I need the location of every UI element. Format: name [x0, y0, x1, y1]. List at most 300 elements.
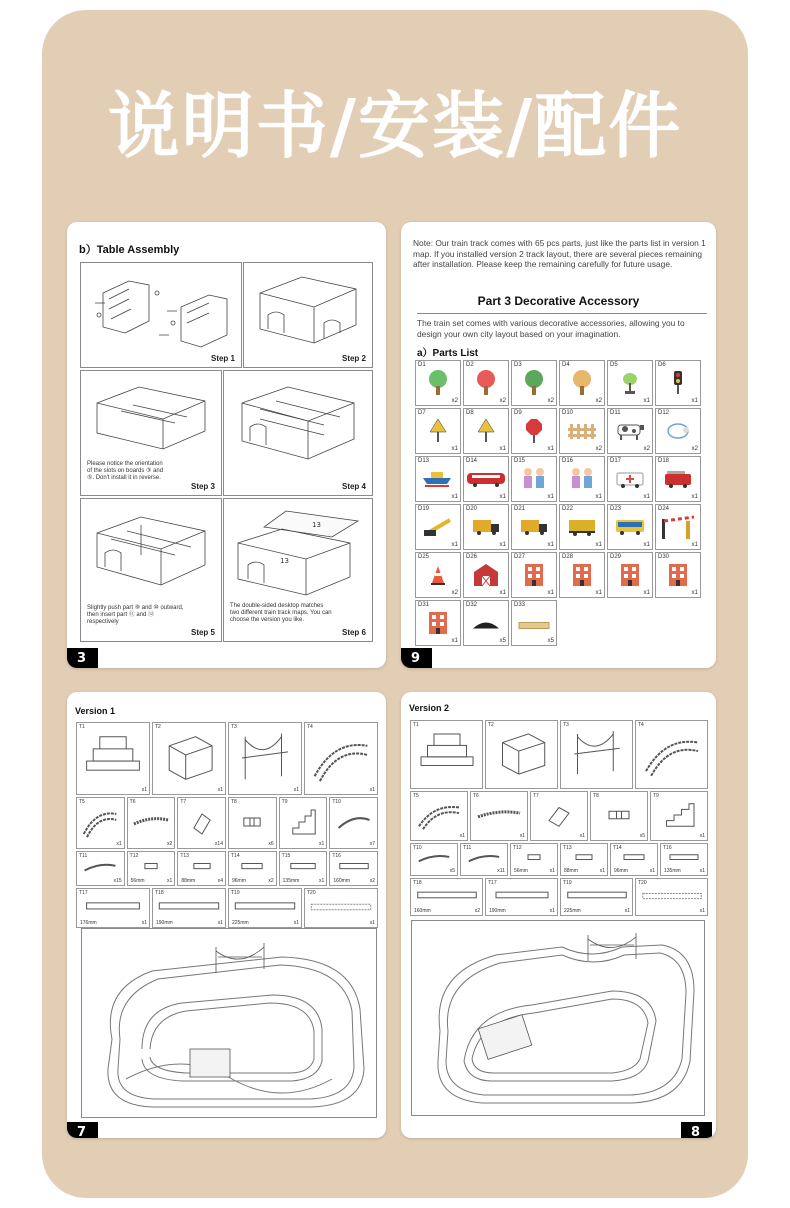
track-piece-cell	[152, 888, 226, 928]
track-piece-quantity: x7	[369, 840, 375, 847]
track-piece-length: 160mm	[333, 878, 351, 885]
track-piece-quantity: x1	[549, 907, 555, 914]
track-piece-code: T5	[79, 798, 85, 805]
part-quantity: x1	[595, 590, 602, 596]
track-piece-code: T6	[473, 793, 479, 800]
part-quantity: x1	[643, 398, 650, 404]
track-piece-cell	[329, 797, 378, 849]
part-quantity: x1	[499, 494, 506, 500]
part-code: D31	[418, 602, 430, 608]
step-3-label: Step 3	[190, 482, 215, 491]
track-piece-cell	[177, 851, 226, 886]
part-quantity: x1	[451, 542, 458, 548]
part-cell	[415, 504, 461, 550]
part-code: D3	[514, 362, 522, 368]
track-piece-quantity: x1	[519, 832, 525, 839]
track-layout-map	[82, 929, 376, 1117]
part-quantity: x1	[547, 542, 554, 548]
crossing-gate-icon	[658, 513, 698, 545]
road-sign-icon	[477, 418, 495, 448]
track-piece-quantity: x6	[268, 840, 274, 847]
track-piece-icon	[489, 725, 554, 786]
track-piece-code: T12	[513, 844, 522, 851]
figure-icon	[521, 467, 547, 495]
track-piece-cell	[279, 851, 328, 886]
part-cell	[607, 552, 653, 598]
part-code: D23	[610, 506, 622, 512]
part-quantity: x2	[547, 398, 554, 404]
sheep-icon	[665, 421, 691, 445]
track-piece-icon	[414, 796, 464, 837]
part-cell	[559, 360, 605, 406]
part-code: D10	[562, 410, 574, 416]
track-piece-cell	[329, 851, 378, 886]
table-frame-illustration	[224, 373, 372, 483]
part-cell	[415, 360, 461, 406]
track-piece-quantity: x4	[217, 878, 223, 885]
part-cell	[415, 456, 461, 502]
part-cell	[655, 552, 701, 598]
track-piece-icon	[283, 802, 324, 846]
stop-sign-icon	[525, 418, 543, 448]
boat-icon	[421, 468, 455, 494]
track-piece-code: T4	[307, 724, 313, 730]
track-piece-quantity: x1	[293, 919, 299, 926]
track-piece-code: T3	[231, 724, 237, 730]
track-piece-length: 225mm	[232, 919, 249, 926]
step-6-label: Step 6	[341, 628, 366, 637]
track-piece-code: T19	[231, 890, 240, 897]
table-frame-illustration	[81, 263, 241, 358]
track-piece-icon	[232, 727, 298, 792]
track-pieces-grid	[410, 720, 708, 918]
track-piece-length: 56mm	[514, 868, 528, 875]
part-quantity: x2	[451, 590, 458, 596]
part-cell	[511, 504, 557, 550]
track-piece-quantity: x1	[319, 878, 325, 885]
page-number: 7	[67, 1122, 98, 1138]
track-piece-code: T17	[488, 880, 497, 887]
train-icon	[466, 470, 506, 492]
part-quantity: x1	[451, 638, 458, 644]
track-piece-length: 135mm	[282, 878, 300, 885]
track-piece-length: 88mm	[564, 868, 578, 875]
tree-icon	[571, 370, 593, 400]
part-cell	[463, 600, 509, 646]
part-code: D11	[610, 410, 621, 416]
track-piece-code: T11	[79, 852, 88, 859]
track-piece-code: T6	[129, 798, 136, 805]
part-quantity: x2	[643, 446, 650, 452]
track-piece-quantity: x1	[369, 786, 375, 793]
track-piece-quantity: x1	[579, 832, 585, 839]
track-piece-quantity: x1	[217, 786, 223, 793]
part-cell	[415, 408, 461, 454]
track-piece-code: T14	[231, 852, 240, 859]
track-piece-icon	[80, 727, 146, 792]
track-piece-icon	[232, 802, 273, 846]
track-piece-cell	[530, 791, 588, 840]
step-5-label: Step 5	[190, 628, 215, 637]
track-piece-cell	[228, 797, 277, 849]
track-piece-cell	[560, 878, 633, 916]
track-piece-code: T1	[79, 724, 85, 730]
track-piece-code: T18	[155, 890, 164, 897]
part-cell	[415, 552, 461, 598]
part-quantity: x1	[451, 446, 458, 452]
track-piece-length: 88mm	[181, 878, 196, 885]
track-piece-cell	[127, 851, 176, 886]
part-quantity: x1	[595, 542, 602, 548]
track-piece-quantity: x1	[293, 786, 299, 793]
fence-icon	[567, 422, 597, 444]
part-quantity: x1	[547, 446, 554, 452]
track-piece-length: 96mm	[614, 868, 628, 875]
track-piece-code: T18	[413, 880, 422, 887]
barn-icon	[472, 562, 500, 592]
track-piece-length: 56mm	[130, 878, 145, 885]
bus-icon	[614, 517, 646, 541]
track-piece-quantity: x1	[217, 919, 223, 926]
part-code: D6	[658, 362, 666, 368]
part-cell	[511, 552, 557, 598]
parts-grid	[415, 360, 703, 646]
part-cell	[511, 408, 557, 454]
part-quantity: x1	[643, 494, 650, 500]
part-code: D27	[514, 554, 526, 560]
part-quantity: x5	[547, 638, 554, 644]
manual-page-7	[67, 692, 386, 1138]
building-icon	[427, 610, 449, 640]
crane-icon	[422, 516, 454, 542]
part-quantity: x2	[691, 446, 698, 452]
track-piece-cell	[177, 797, 226, 849]
track-piece-quantity: x1	[369, 919, 375, 926]
banner-title: 说明书/安装/配件	[107, 84, 683, 168]
track-piece-cell	[635, 878, 708, 916]
part-quantity: x1	[595, 494, 602, 500]
part-quantity: x1	[547, 494, 554, 500]
part-quantity: x1	[499, 590, 506, 596]
step-2-label: Step 2	[341, 354, 366, 363]
track-piece-quantity: x1	[167, 878, 173, 885]
track-piece-code: T13	[563, 844, 572, 851]
track-piece-quantity: x1	[459, 832, 465, 839]
track-piece-cell	[410, 878, 483, 916]
track-piece-quantity: x1	[599, 868, 605, 875]
step-3-panel	[80, 370, 222, 496]
part-quantity: x1	[643, 542, 650, 548]
track-piece-quantity: x2	[167, 840, 173, 847]
track-piece-icon	[564, 725, 629, 786]
track-piece-icon	[474, 796, 524, 837]
track-piece-code: T16	[332, 852, 341, 859]
part-cell	[559, 504, 605, 550]
part-code: D17	[610, 458, 622, 464]
part-code: D16	[562, 458, 574, 464]
part-quantity: x1	[691, 494, 698, 500]
track-piece-length: 176mm	[80, 919, 97, 926]
tree-icon	[427, 370, 449, 400]
board-number: 13	[280, 557, 289, 565]
tree-icon	[475, 370, 497, 400]
track-piece-icon	[80, 802, 121, 846]
track-piece-code: T10	[413, 844, 422, 851]
part-code: D7	[418, 410, 426, 416]
part-code: D29	[610, 554, 622, 560]
part-cell	[607, 408, 653, 454]
part-code: D15	[514, 458, 526, 464]
track-piece-cell	[410, 843, 458, 877]
part-code: D26	[466, 554, 478, 560]
track-piece-icon	[333, 802, 374, 846]
part-cell	[463, 360, 509, 406]
track-piece-code: T4	[638, 722, 644, 728]
track-piece-code: T20	[307, 890, 316, 897]
lamp-icon	[621, 371, 639, 399]
track-piece-cell	[127, 797, 176, 849]
ramp-icon	[471, 615, 501, 634]
road-sign-icon	[429, 418, 447, 448]
track-piece-length: 190mm	[489, 907, 506, 914]
part-code: D20	[466, 506, 478, 512]
part-code: D30	[658, 554, 670, 560]
part-cell	[655, 504, 701, 550]
track-piece-length: 160mm	[414, 907, 431, 914]
track-piece-icon	[654, 796, 704, 837]
part-quantity: x1	[643, 590, 650, 596]
part-code: D13	[418, 458, 430, 464]
building-icon	[667, 562, 689, 592]
track-piece-length: 96mm	[232, 878, 246, 885]
part-cell	[511, 456, 557, 502]
building-icon	[619, 562, 641, 592]
track-piece-code: T1	[413, 722, 419, 728]
step-1-panel	[80, 262, 242, 368]
track-piece-code: T8	[593, 793, 599, 800]
track-piece-quantity: x1	[699, 907, 705, 914]
board-number: 13	[312, 521, 321, 529]
part-code: D18	[658, 458, 670, 464]
step-6-panel	[223, 498, 373, 642]
step-5-panel	[80, 498, 222, 642]
track-piece-cell	[228, 851, 277, 886]
part-cell	[655, 456, 701, 502]
track-piece-code: T2	[488, 722, 494, 728]
track-piece-code: T13	[180, 852, 189, 859]
track-piece-length: 190mm	[156, 919, 173, 926]
title-rule	[417, 313, 707, 314]
part-cell	[511, 360, 557, 406]
track-piece-quantity: x1	[649, 868, 655, 875]
step-4-label: Step 4	[341, 482, 366, 491]
manual-page-8	[401, 692, 716, 1138]
part-cell	[415, 600, 461, 646]
part-code: D1	[418, 362, 426, 368]
track-piece-code: T10	[332, 798, 341, 805]
track-piece-code: T8	[231, 798, 237, 805]
part-code: D25	[418, 554, 430, 560]
part-quantity: x2	[499, 398, 506, 404]
part-cell	[463, 504, 509, 550]
part-code: D24	[658, 506, 670, 512]
track-piece-cell	[304, 722, 378, 795]
part-cell	[607, 504, 653, 550]
track-pieces-grid	[76, 722, 378, 930]
part-cell	[607, 360, 653, 406]
track-piece-cell	[279, 797, 328, 849]
part-quantity: x1	[451, 494, 458, 500]
track-piece-icon	[594, 796, 644, 837]
building-icon	[523, 562, 545, 592]
part-cell	[655, 360, 701, 406]
part-cell	[559, 456, 605, 502]
part-code: D22	[562, 506, 574, 512]
track-piece-quantity: x14	[214, 840, 223, 847]
track-piece-code: T16	[663, 844, 672, 851]
track-piece-icon	[308, 727, 374, 792]
page-number: 8	[681, 1122, 712, 1138]
step-3-note: Please notice the orientation of the slots on boards ③ and ⑤. Don't install it in reverse.	[87, 461, 164, 481]
track-piece-cell	[650, 791, 708, 840]
page-heading: Version 1	[75, 706, 116, 716]
page-heading: b）Table Assembly	[79, 244, 180, 256]
track-piece-cell	[228, 888, 302, 928]
track-piece-quantity: x11	[497, 868, 505, 875]
step-6-note: The double-sided desktop matches two different train track maps. You can choose the version you like.	[230, 603, 332, 623]
track-piece-code: T14	[613, 844, 622, 851]
part-quantity: x1	[499, 542, 506, 548]
track-piece-icon	[181, 802, 222, 846]
track-piece-quantity: x1	[699, 868, 705, 875]
part-cell	[655, 408, 701, 454]
track-piece-icon	[131, 802, 172, 846]
track-piece-cell	[485, 878, 558, 916]
track-piece-cell	[560, 720, 633, 789]
part-code: D12	[658, 410, 670, 416]
track-layout-map	[412, 921, 704, 1115]
track-piece-cell	[76, 797, 125, 849]
table-frame-illustration	[81, 373, 221, 453]
track-piece-code: T11	[463, 844, 472, 851]
part-3-title: Part 3 Decorative Accessory	[477, 294, 640, 308]
track-piece-code: T9	[653, 793, 659, 800]
track-piece-quantity: x1	[624, 907, 630, 914]
track-piece-code: T19	[563, 880, 572, 887]
track-piece-code: T7	[533, 793, 539, 800]
part-code: D2	[466, 362, 474, 368]
track-piece-quantity: x1	[116, 840, 122, 847]
step-4-panel	[223, 370, 373, 496]
parts-list-title: a）Parts List	[417, 348, 479, 359]
track-layout-panel	[81, 928, 377, 1118]
step-5-note: Slightly push part ⑨ and ⑩ outward, then insert part ⑪ and ⑫ respectively	[87, 605, 184, 625]
part-cell	[463, 456, 509, 502]
track-piece-quantity: x1	[699, 832, 705, 839]
part-code: D4	[562, 362, 570, 368]
part-code: D28	[562, 554, 574, 560]
track-piece-code: T17	[79, 890, 88, 897]
part-code: D32	[466, 602, 478, 608]
track-piece-length: 225mm	[564, 907, 581, 914]
truck-icon	[471, 517, 501, 541]
track-piece-cell	[76, 722, 150, 795]
part-quantity: x2	[595, 398, 602, 404]
desktop-board-illustration	[224, 503, 372, 603]
track-piece-cell	[410, 791, 468, 840]
track-piece-quantity: x2	[474, 907, 480, 914]
track-piece-cell	[152, 722, 226, 795]
track-piece-icon	[639, 725, 704, 786]
tree-icon	[523, 370, 545, 400]
track-piece-length: 135mm	[664, 868, 681, 875]
track-piece-quantity: x1	[141, 786, 147, 793]
part-code: D8	[466, 410, 474, 416]
step-2-panel	[243, 262, 373, 368]
track-piece-icon	[156, 727, 222, 792]
track-piece-code: T3	[563, 722, 569, 728]
part-quantity: x1	[547, 590, 554, 596]
building-icon	[571, 562, 593, 592]
part-code: D33	[514, 602, 526, 608]
part-cell	[463, 408, 509, 454]
part-cell	[559, 552, 605, 598]
track-piece-cell	[76, 851, 125, 886]
track-layout-panel	[411, 920, 705, 1116]
track-piece-cell	[660, 843, 708, 877]
step-1-label: Step 1	[210, 354, 235, 363]
part-quantity: x2	[451, 398, 458, 404]
plank-icon	[518, 615, 550, 634]
version-note: Note: Our train track comes with 65 pcs parts, just like the parts list in version 1 map. If you installed version 2 track layout, there are several pieces remaining after installation. Please keep the remaining carefully for future usage.	[413, 238, 706, 269]
part-quantity: x5	[499, 638, 506, 644]
truck-icon	[519, 517, 549, 541]
track-piece-code: T12	[129, 852, 139, 859]
table-frame-illustration	[81, 505, 221, 595]
part-cell	[607, 456, 653, 502]
track-piece-cell	[470, 791, 528, 840]
page-number: 3	[67, 648, 98, 668]
part-code: D19	[418, 506, 430, 512]
track-piece-cell	[590, 791, 648, 840]
manual-page-9	[401, 222, 716, 668]
track-piece-cell	[560, 843, 608, 877]
track-piece-cell	[76, 888, 150, 928]
part-code: D5	[610, 362, 618, 368]
track-piece-cell	[610, 843, 658, 877]
track-piece-icon	[308, 893, 374, 925]
track-piece-quantity: x15	[113, 878, 122, 885]
track-piece-cell	[485, 720, 558, 789]
track-piece-quantity: x5	[449, 868, 455, 875]
part-code: D9	[514, 410, 522, 416]
cow-icon	[615, 421, 645, 445]
accessory-intro: The train set comes with various decorative accessories, allowing you to design your own city layout based on your imagination.	[417, 318, 685, 339]
wagon-icon	[567, 517, 597, 541]
track-piece-code: T7	[180, 798, 187, 805]
track-piece-quantity: x5	[639, 832, 645, 839]
track-piece-quantity: x1	[549, 868, 555, 875]
traffic-light-icon	[671, 370, 685, 400]
track-piece-cell	[510, 843, 558, 877]
fire-truck-icon	[663, 469, 693, 493]
part-quantity: x1	[691, 398, 698, 404]
track-piece-quantity: x1	[141, 919, 147, 926]
track-piece-code: T20	[638, 880, 647, 887]
track-piece-quantity: x2	[268, 878, 274, 885]
part-cell	[559, 408, 605, 454]
track-piece-icon	[534, 796, 584, 837]
